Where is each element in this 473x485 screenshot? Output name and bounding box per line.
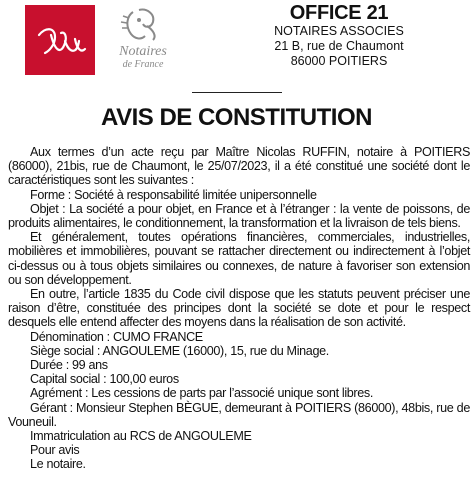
- notice-gerant: Gérant : Monsieur Stephen BÈGUE, demeurant à POITIERS (86000), 48bis, rue de Vouneuil.: [8, 400, 470, 429]
- notice-intro: Aux termes d’un acte reçu par Maître Nicolas RUFFIN, notaire à POITIERS (86000), 21bis, rue de Chaumont, le 25/07/2023, il a été constitué une société dont le caractéristiques sont les suivantes :: [8, 145, 470, 188]
- notice-article: En outre, l’article 1835 du Code civil dispose que les statuts peuvent préciser une raison d’être, constituée des principes dont la société se dote et pour le respect desquels elle entend affecter des moyens dans la réalisation de son activité.: [8, 287, 470, 330]
- office-block: [219, 2, 459, 69]
- notice-general: Et généralement, toutes opérations financières, commerciales, industrielles, mobilières et immobilières, pouvant se rattacher directement ou indirectement à l’objet ci-dessus ou à tous objets similaires ou connexes, de nature à favoriser son extension ou son développement.: [8, 230, 470, 287]
- notice-signature: Le notaire.: [30, 457, 86, 472]
- office-address: 21 B, rue de Chaumont: [274, 39, 404, 53]
- notice-forme: Forme : Société à responsabilité limitée unipersonnelle: [30, 187, 317, 202]
- marianne-emblem-icon: [103, 6, 183, 44]
- notice-body: [8, 145, 470, 472]
- office-name: NOTAIRES ASSOCIES: [274, 24, 404, 38]
- notaires-marianne-logo-icon: [25, 5, 95, 75]
- notice-immatriculation: Immatriculation au RCS de ANGOULEME: [30, 429, 252, 444]
- notice-capital: Capital social : 100,00 euros: [30, 372, 179, 387]
- notice-agrement: Agrément : Les cessions de parts par l’associé unique sont libres.: [30, 386, 374, 401]
- notice-title: AVIS DE CONSTITUTION: [101, 104, 372, 131]
- office-title: OFFICE 21: [289, 2, 389, 24]
- notice-objet: Objet : La société a pour objet, en France et à l’étranger : la vente de poissons, de produits alimentaires, le conditionnement, la transformation et la livraison de tels biens.: [8, 201, 470, 231]
- notaires-de-france-logo: [103, 6, 183, 76]
- header: [0, 0, 473, 82]
- notice-pour-avis: Pour avis: [30, 443, 80, 458]
- notice-duree: Durée : 99 ans: [30, 358, 108, 373]
- office-city: 86000 POITIERS: [290, 54, 388, 68]
- notice-siege: Siège social : ANGOULEME (16000), 15, rue du Minage.: [30, 343, 329, 358]
- brand-subtitle: de France: [122, 59, 164, 70]
- brand-name: Notaires: [119, 44, 167, 59]
- notice-denomination: Dénomination : CUMO FRANCE: [30, 329, 203, 344]
- divider: [192, 92, 282, 93]
